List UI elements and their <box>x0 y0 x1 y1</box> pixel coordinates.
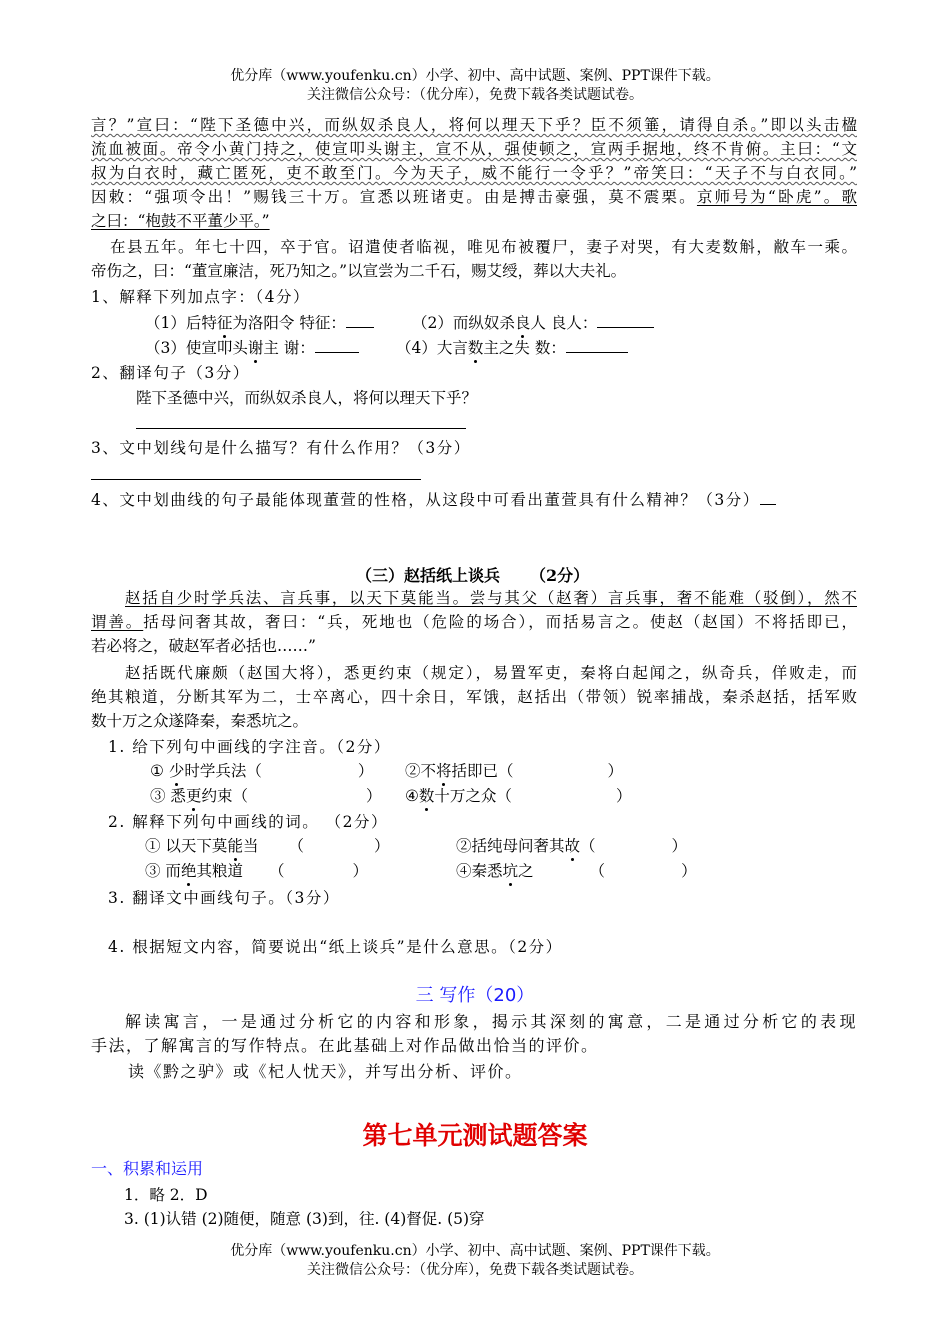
q2-item-1b-pre: （2）而纵奴杀 <box>412 314 515 332</box>
section3-item-1c-close: ） <box>365 787 382 805</box>
q2-translate-sentence: 陛下圣德中兴，而纵奴杀良人，将何以理天下乎？ <box>136 389 478 407</box>
section3-item-1b-close: ） <box>607 762 624 780</box>
section3-underlined-1: 赵括自少时学兵法、言兵事，以天下莫能当。尝与其父（赵奢）言兵事，奢不能难（驳倒），然不 <box>125 589 857 607</box>
q2-item-1d-post: 主之失 数： <box>483 339 566 357</box>
section3-item-1a <box>150 760 373 782</box>
q2-item-1c-pre: （3）使宣叩头 <box>145 339 248 357</box>
section3-title-text: （三）赵括纸上谈兵 <box>356 566 501 585</box>
q2-answer-blank-1b[interactable] <box>597 313 654 328</box>
writing-p1-line-2: 手法，了解寓言的写作特点。在此基础上对作品做出恰当的评价。 <box>91 1036 599 1055</box>
answers-title: 第七单元测试题答案 <box>362 1121 588 1150</box>
section3-item-2a-close: ） <box>373 837 390 855</box>
section3-item-1d-post: 十万之众（ <box>434 787 512 805</box>
section3-item-2d-pre: ④秦悉 <box>456 862 503 880</box>
section3-item-2b-dot: 故 <box>564 837 581 855</box>
q2-item-1b-post: 人 良人： <box>530 314 598 332</box>
section3-question-1: 1. 给下列句中画线的字注音。（2分） <box>108 738 391 756</box>
writing-p1-line-1: 解读寓言，一是通过分析它的内容和形象，揭示其深刻的寓意，二是通过分析它的表现 <box>125 1012 857 1031</box>
section3-item-2c-pre: ③ 而 <box>145 862 181 880</box>
section3-item-2c-dot: 绝 <box>180 862 197 880</box>
answers-line-3: 3. (1)认错 (2)随便，随意 (3)到，往. (4)督促. (5)穿 <box>124 1210 485 1228</box>
passage2-wavy-2: 流血被面。帝令小黄门持之，使宣叩头谢主，宣不从，强使顿之，宣两手据地，终不肯俯。主曰：“文 <box>91 140 857 158</box>
section3-item-1a-close: ） <box>357 762 374 780</box>
q2-question-3: 3、文中划线句是什么描写？有什么作用？（3分） <box>91 439 471 457</box>
writing-title: 三 写作（20） <box>415 985 535 1006</box>
section3-item-1d <box>405 785 631 807</box>
section3-item-2a-pre: ① 以天下莫 <box>145 837 228 855</box>
q2-item-1a <box>145 312 374 334</box>
q2-question-4 <box>91 489 776 511</box>
writing-p2: 读《黔之驴》或《杞人忧天》，并写出分析、评价。 <box>128 1062 523 1081</box>
section3-item-2a-open: （ <box>288 837 304 855</box>
passage2-underlined-5: 之曰：“枹鼓不平董少平。” <box>91 212 270 230</box>
section3-item-2c-post: 其粮道 <box>196 862 243 880</box>
section3-item-1c <box>150 785 381 807</box>
q2-answer-blank-1d[interactable] <box>566 338 628 353</box>
section3-item-2b-pre: ②括纯母问奢其 <box>456 837 565 855</box>
section3-p1-line-2 <box>91 611 857 633</box>
passage2-text-4a: 因敕：“强项令出！”赐钱三十万。宣悉以班诸吏。由是搏击豪强，莫不震栗。 <box>91 188 697 206</box>
section3-item-2d-dot: 坑 <box>502 862 519 880</box>
q2-answer-blank-1a[interactable] <box>346 313 374 328</box>
section3-question-2: 2. 解释下列句中画线的词。 （2分） <box>108 813 389 831</box>
section3-p2-line-2: 绝其粮道，分断其军为二，士卒离心，四十余日，军饿，赵括出（带领）锐率捕战，秦杀赵括，括军败 <box>91 688 857 706</box>
section3-question-4: 4. 根据短文内容，简要说出“纸上谈兵”是什么意思。（2分） <box>108 938 563 956</box>
passage2-line-3 <box>91 162 857 184</box>
section3-item-1a-dot: 少 <box>168 762 185 780</box>
q2-item-1c-post: 主 谢： <box>263 339 315 357</box>
q2-item-1a-pre: （1）后特 <box>145 314 217 332</box>
section3-item-1c-dot: 更 <box>185 787 202 805</box>
q2-question-2: 2、翻译句子（3分） <box>91 364 250 382</box>
section3-score: （2分） <box>530 566 590 585</box>
section3-item-1a-post: 时学兵法（ <box>184 762 262 780</box>
passage2-wavy-1: 言？”宣曰：“陛下圣德中兴，而纵奴杀良人，将何以理天下乎？臣不须箠，请得自杀。”即以头击楹 <box>91 116 857 134</box>
passage2-line-2 <box>91 138 857 160</box>
passage2-line-7: 帝伤之，曰：“董宣廉洁，死乃知之。”以宣尝为二千石，赐艾绶，葬以大夫礼。 <box>91 262 627 280</box>
q2-item-1a-dot: 征 <box>216 314 233 332</box>
q2-item-1d <box>396 337 628 359</box>
q2-item-1d-pre: （4）大言 <box>396 339 468 357</box>
passage2-line-6: 在县五年。年七十四，卒于官。诏遣使者临视，唯见布被覆尸，妻子对哭，有大麦数斛，敝车一乘。 <box>110 238 857 256</box>
section3-item-2c-close: ） <box>352 862 368 880</box>
section3-p1-line-1 <box>91 587 857 609</box>
answers-line-1: 1．略 2．D <box>124 1186 208 1204</box>
q2-answer-line-2[interactable] <box>136 428 466 429</box>
section3-title <box>356 563 589 586</box>
section3-p1-text-2: 括母问奢其故，奢曰：“兵，死地也（危险的场合），而括易言之。使赵（赵国）不将括即已， <box>143 613 857 631</box>
section3-item-2d-open: （ <box>589 862 606 880</box>
section3-item-1b <box>405 760 623 782</box>
passage2-line-1 <box>91 114 857 136</box>
q2-item-1a-post: 为洛阳令 特征： <box>232 314 346 332</box>
section3-p1-line-3: 若必将之，破赵军者必括也……” <box>91 637 316 655</box>
section3-item-1a-pre: ① <box>150 762 169 780</box>
section3-item-2b-post: （ <box>580 837 596 855</box>
section3-underlined-2: 谓善。 <box>91 613 144 631</box>
section3-item-2a <box>145 835 390 857</box>
q2-answer-line-3[interactable] <box>91 479 421 480</box>
passage2-line-4 <box>91 186 857 208</box>
q2-item-1b-dot: 良 <box>514 314 531 332</box>
q2-answer-blank-4[interactable] <box>760 490 776 505</box>
section3-p2-line-3: 数十万之众遂降秦，秦悉坑之。 <box>91 712 309 730</box>
section3-p2-line-1: 赵括既代廉颇（赵国大将），悉更约束（规定），易置军吏，秦将白起闻之，纵奇兵，佯败走，而 <box>125 664 857 682</box>
section3-item-1b-pre: ②不 <box>405 762 437 780</box>
q2-item-1c-dot: 谢 <box>247 339 264 357</box>
passage2-line-5 <box>91 210 270 232</box>
section3-item-1c-pre: ③ 悉 <box>150 787 186 805</box>
footer-line-1: 优分库（www.youfenku.cn）小学、初中、高中试题、案例、PPT课件下载。 <box>230 1243 720 1259</box>
section3-item-1b-post: 括即已（ <box>451 762 514 780</box>
section3-item-1d-close: ） <box>615 787 632 805</box>
section3-item-2a-post: 当 <box>242 837 259 855</box>
section3-item-2d-close: ） <box>681 862 697 880</box>
q2-item-1b <box>412 312 654 334</box>
passage2-underlined-4b: 京师号为“卧虎”。歌 <box>696 188 857 206</box>
header-line-2: 关注微信公众号：（优分库），免费下载各类试题试卷。 <box>307 87 643 103</box>
q2-item-1c <box>145 337 359 359</box>
section3-item-1d-pre: ④ <box>405 787 419 805</box>
section3-item-1c-post: 约束（ <box>201 787 248 805</box>
section3-item-2a-dot: 能 <box>227 837 243 855</box>
section3-item-2b-close: ） <box>671 837 688 855</box>
q2-question-1: 1、解释下列加点字：（4分） <box>91 288 310 306</box>
section3-item-1b-dot: 将 <box>436 762 452 780</box>
section3-item-2c <box>145 860 368 882</box>
q2-answer-blank-1c[interactable] <box>315 338 359 353</box>
passage2-wavy-3: 叔为白衣时，藏亡匿死，吏不敢至门。今为天子，威不能行一令乎？”帝笑曰：“天子不与白衣同。” <box>91 164 857 182</box>
q2-item-1d-dot: 数 <box>467 339 484 357</box>
section3-item-2c-open: （ <box>268 862 285 880</box>
answers-section-1: 一、积累和运用 <box>91 1159 204 1178</box>
q2-question-4-text: 4、文中划曲线的句子最能体现董萱的性格，从这段中可看出董萱具有什么精神？（3分） <box>91 491 760 509</box>
section3-item-2d-post: 之 <box>518 862 534 880</box>
section3-item-1d-dot: 数 <box>418 787 435 805</box>
footer-line-2: 关注微信公众号：（优分库），免费下载各类试题试卷。 <box>307 1262 643 1278</box>
section3-question-3: 3. 翻译文中画线句子。（3分） <box>108 889 340 907</box>
section3-item-2d <box>456 860 697 882</box>
header-line-1: 优分库（www.youfenku.cn）小学、初中、高中试题、案例、PPT课件下载。 <box>230 68 720 84</box>
section3-item-2b <box>456 835 687 857</box>
